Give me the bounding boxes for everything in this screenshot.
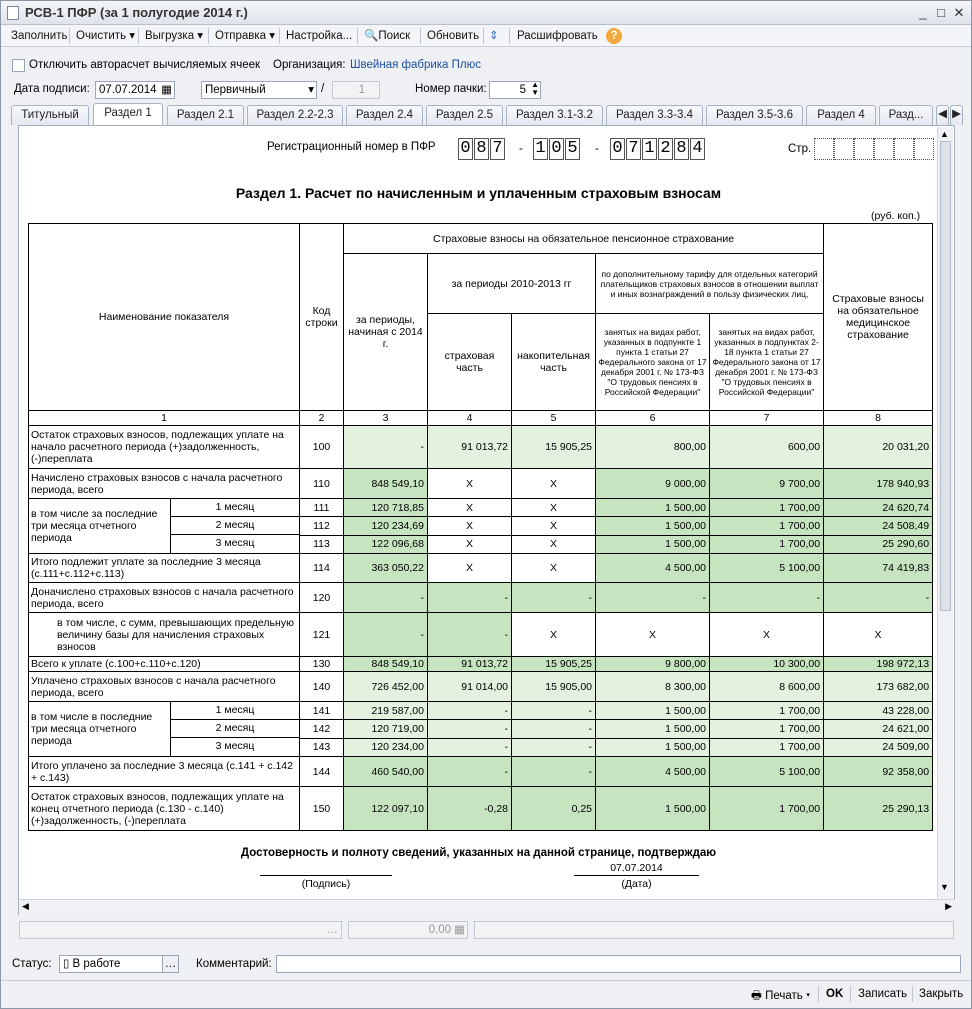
value-cell: 24 620,74 [824, 499, 933, 517]
row-code: 113 [300, 535, 344, 553]
value-cell[interactable]: 24 621,00 [824, 720, 933, 738]
org-label: Организация: [273, 59, 346, 71]
value-cell: 5 100,00 [710, 757, 824, 787]
header-code: Код строки [300, 224, 344, 411]
month-label: 3 месяц [215, 537, 255, 549]
page-cell[interactable] [894, 138, 914, 160]
value-cell: Х [596, 613, 710, 657]
tab-section-3-5-3-6[interactable]: Раздел 3.5-3.6 [706, 105, 803, 125]
row-label: Итого подлежит уплате за последние 3 месяца (с.111+с.112+с.113) [29, 554, 300, 583]
table-row [29, 787, 933, 831]
select-button[interactable]: … [162, 956, 178, 972]
value-cell: 120 234,69 [344, 517, 428, 535]
row-label-group [29, 702, 300, 757]
value-cell[interactable]: 15 905,00 [512, 672, 596, 702]
table-row [29, 469, 933, 499]
window-title: РСВ-1 ПФР (за 1 полугодие 2014 г.) [25, 5, 248, 20]
value-cell: Х [512, 517, 596, 535]
toolbar-separator [279, 28, 280, 44]
tab-scroll-left-icon[interactable]: ◀ [936, 105, 949, 125]
value-cell: 9 000,00 [596, 469, 710, 499]
col-number: 7 [710, 411, 824, 426]
month-label: 3 месяц [215, 740, 255, 752]
scroll-down-icon[interactable]: ▼ [940, 882, 949, 892]
tab-section-3-3-3-4[interactable]: Раздел 3.3-3.4 [606, 105, 703, 125]
footer-separator [850, 986, 851, 1002]
value-cell[interactable]: 173 682,00 [824, 672, 933, 702]
value-cell: 25 290,60 [824, 535, 933, 553]
row-code: 144 [300, 757, 344, 787]
pack-number-value: 5 [519, 84, 526, 96]
value-cell: 1 700,00 [710, 499, 824, 517]
expand-icon[interactable]: ⇕ [489, 30, 499, 42]
value-cell: Х [512, 554, 596, 583]
value-cell: 92 358,00 [824, 757, 933, 787]
correction-number-input [332, 81, 380, 99]
print-label: Печать [765, 990, 803, 1002]
status-value: В работе [72, 958, 121, 970]
reg-digit[interactable]: 7 [626, 138, 641, 160]
value-cell[interactable]: 91 014,00 [428, 672, 512, 702]
value-cell: 25 290,13 [824, 787, 933, 831]
value-cell: 9 700,00 [710, 469, 824, 499]
date-caption: (Дата) [621, 878, 652, 890]
signature-label: (Подпись) [301, 878, 351, 890]
table-row [29, 499, 933, 517]
value-cell: - [428, 613, 512, 657]
vertical-scrollbar[interactable] [937, 127, 953, 914]
section-title: Раздел 1. Расчет по начисленным и уплаченным страховым взносам [235, 185, 722, 201]
row-label: Остаток страховых взносов, подлежащих уплате на конец отчетного периода (с.130 - с.140) (+)задолженность, (-)переплата [29, 787, 300, 831]
value-cell[interactable]: 1 500,00 [596, 738, 710, 756]
page-cell[interactable] [874, 138, 894, 160]
reg-digit[interactable]: 2 [658, 138, 673, 160]
reg-digit[interactable]: 7 [490, 138, 505, 160]
table-row [29, 657, 933, 672]
month-label: 2 месяц [171, 720, 299, 738]
value-cell: 24 508,49 [824, 517, 933, 535]
value-cell[interactable]: 120 719,00 [344, 720, 428, 738]
value-cell[interactable]: - [344, 426, 428, 469]
row-code: 140 [300, 672, 344, 702]
value-cell: Х [428, 535, 512, 553]
value-cell: Х [512, 613, 596, 657]
reg-digit[interactable]: 8 [674, 138, 689, 160]
value-cell: 15 905,25 [512, 657, 596, 672]
decode-button[interactable]: Расшифровать [517, 30, 598, 42]
value-cell[interactable]: 91 013,72 [428, 426, 512, 469]
col-number: 5 [512, 411, 596, 426]
reg-digit[interactable]: 0 [610, 138, 625, 160]
footer-separator [912, 986, 913, 1002]
printer-icon: 🖶 [751, 990, 766, 1002]
signature-line [260, 875, 392, 876]
value-cell: 1 500,00 [596, 499, 710, 517]
export-label: Выгрузка [145, 30, 195, 42]
table-row [29, 554, 933, 583]
month-label: 1 месяц [171, 702, 299, 720]
footer-divider [1, 980, 971, 981]
table-row [29, 613, 933, 657]
sum-value: 0,00 [428, 924, 451, 936]
fill-button[interactable]: Заполнить [11, 30, 68, 42]
reg-digit[interactable]: 1 [533, 138, 548, 160]
tab-section-3-1-3-2[interactable]: Раздел 3.1-3.2 [506, 105, 603, 125]
scroll-up-icon[interactable]: ▲ [940, 129, 949, 139]
report-sheet [18, 125, 955, 915]
value-cell: 848 549,10 [344, 657, 428, 672]
col-number: 2 [300, 411, 344, 426]
reg-dash: - [595, 143, 599, 155]
value-cell: 4 500,00 [596, 757, 710, 787]
value-cell: 0,25 [512, 787, 596, 831]
header-name: Наименование показателя [29, 224, 300, 411]
month-label: 2 месяц [171, 517, 299, 535]
send-button[interactable]: Отправка ▾ [215, 30, 275, 42]
report-type-value: Первичный [205, 84, 266, 96]
clear-button[interactable]: Очистить ▾ [76, 30, 136, 42]
reg-digit[interactable]: 0 [549, 138, 564, 160]
tab-scroll-right-icon[interactable]: ▶ [950, 105, 963, 125]
table-row [29, 672, 933, 702]
maximize-icon[interactable]: □ [937, 5, 945, 20]
print-button[interactable]: 🖶 Печать ▾ [751, 990, 811, 1002]
sum-field [348, 921, 468, 939]
value-cell[interactable]: 24 509,00 [824, 738, 933, 756]
slash-label: / [321, 83, 325, 95]
comment-input[interactable] [276, 955, 961, 973]
value-cell[interactable]: 20 031,20 [824, 426, 933, 469]
reg-digit[interactable]: 4 [690, 138, 705, 160]
cell-address-field [19, 921, 342, 939]
row-code: 111 [300, 499, 344, 517]
value-cell: 91 013,72 [428, 657, 512, 672]
comment-label: Комментарий: [196, 958, 272, 970]
value-cell: 10 300,00 [710, 657, 824, 672]
row-label-group [29, 499, 300, 554]
toolbar-separator [420, 28, 421, 44]
value-cell: 363 050,22 [344, 554, 428, 583]
row-code: 142 [300, 720, 344, 738]
table-row [29, 426, 933, 469]
tab-section-4[interactable]: Раздел 4 [806, 105, 876, 125]
col-number: 6 [596, 411, 710, 426]
scroll-thumb[interactable] [940, 141, 951, 611]
value-cell[interactable]: 219 587,00 [344, 702, 428, 720]
header-additional-2: занятых на видах работ, указанных в подпунктах 2-18 пункта 1 статьи 27 Федерального закона от 17 декабря 2001 г. № 173-ФЗ "О трудовых пенсиях в Российской Федерации" [710, 314, 824, 411]
value-cell[interactable]: 120 234,00 [344, 738, 428, 756]
value-cell: 198 972,13 [824, 657, 933, 672]
row-code: 100 [300, 426, 344, 469]
confirm-date-value[interactable]: 07.07.2014 [610, 862, 663, 874]
reg-number-label: Регистрационный номер в ПФР [267, 141, 436, 153]
value-cell: Х [512, 469, 596, 499]
value-cell: - [512, 583, 596, 613]
value-cell: -0,28 [428, 787, 512, 831]
calculator-icon: ▦ [454, 924, 465, 936]
help-icon[interactable]: ? [606, 28, 622, 44]
document-icon [7, 6, 19, 20]
header-accumulative-part: накопительная часть [512, 314, 596, 411]
value-cell[interactable]: 8 600,00 [710, 672, 824, 702]
reg-digit[interactable]: 0 [458, 138, 473, 160]
value-cell[interactable]: - [428, 738, 512, 756]
search-label: Поиск [378, 30, 411, 42]
row-code: 143 [300, 738, 344, 756]
header-2010-2013: за периоды 2010-2013 гг [428, 254, 596, 314]
value-cell[interactable]: 1 700,00 [710, 738, 824, 756]
tab-section-1[interactable]: Раздел 1 [93, 103, 163, 126]
row-label: Всего к уплате (с.100+с.110+с.120) [29, 657, 300, 672]
scroll-left-icon[interactable]: ◀ [22, 901, 29, 911]
reg-digit[interactable]: 5 [565, 138, 580, 160]
value-cell: 1 700,00 [710, 787, 824, 831]
value-cell: Х [428, 469, 512, 499]
value-cell: - [512, 757, 596, 787]
row-code: 110 [300, 469, 344, 499]
scroll-right-icon[interactable]: ▶ [945, 901, 952, 911]
pack-number-label: Номер пачки: [415, 83, 487, 95]
chevron-down-icon: ▾ [308, 84, 314, 96]
footer-separator [818, 986, 819, 1002]
header-from-2014: за периоды, начиная с 2014 г. [344, 254, 428, 411]
value-cell: - [824, 583, 933, 613]
toolbar-separator [483, 28, 484, 44]
row-label: в том числе в последние три месяца отчетного периода [29, 702, 171, 756]
value-cell[interactable]: - [512, 702, 596, 720]
autocalc-label: Отключить авторасчет вычисляемых ячеек [29, 59, 261, 71]
page-cell[interactable] [834, 138, 854, 160]
col-number: 4 [428, 411, 512, 426]
close-button[interactable]: Закрыть [919, 988, 964, 1000]
horizontal-scrollbar[interactable] [19, 899, 955, 915]
reg-digit[interactable]: 8 [474, 138, 489, 160]
minimize-icon[interactable]: _ [919, 5, 927, 20]
value-cell: 1 500,00 [596, 535, 710, 553]
value-cell: 74 419,83 [824, 554, 933, 583]
header-insurance-part: страховая часть [428, 314, 512, 411]
value-cell: - [428, 757, 512, 787]
reg-dash: - [519, 143, 523, 155]
value-cell[interactable]: - [512, 738, 596, 756]
toolbar-separator [509, 28, 510, 44]
value-cell: Х [512, 535, 596, 553]
toolbar-separator [69, 28, 70, 44]
value-cell: - [596, 583, 710, 613]
value-cell: 1 700,00 [710, 517, 824, 535]
ok-button[interactable]: OK [826, 988, 844, 1000]
value-cell[interactable]: 1 500,00 [596, 702, 710, 720]
confirmation-text: Достоверность и полноту сведений, указанных на данной странице, подтверждаю [240, 847, 717, 859]
value-cell: 5 100,00 [710, 554, 824, 583]
value-cell: Х [428, 554, 512, 583]
search-button[interactable] [364, 28, 410, 45]
tab-section-2-5[interactable]: Раздел 2.5 [426, 105, 503, 125]
value-cell: 1 500,00 [596, 517, 710, 535]
date-value: 07.07.2014 [99, 84, 157, 96]
value-cell: 178 940,93 [824, 469, 933, 499]
toolbar [1, 25, 971, 47]
tab-title-page[interactable]: Титульный [11, 105, 89, 125]
ellipsis-icon: … [326, 924, 338, 936]
row-code: 114 [300, 554, 344, 583]
value-cell: - [344, 613, 428, 657]
row-code: 121 [300, 613, 344, 657]
value-cell: Х [824, 613, 933, 657]
search-icon: 🔍 [364, 30, 379, 42]
value-cell[interactable]: 1 700,00 [710, 720, 824, 738]
title-bar [1, 1, 971, 25]
row-label: в том числе за последние три месяца отчетного периода [29, 499, 171, 553]
clear-label: Очистить [76, 30, 127, 42]
section-tabs [11, 105, 963, 125]
value-cell[interactable]: 1 700,00 [710, 702, 824, 720]
row-code: 150 [300, 787, 344, 831]
unit-label: (руб. коп.) [871, 210, 921, 222]
row-code: 141 [300, 702, 344, 720]
value-cell: Х [710, 613, 824, 657]
row-label: в том числе, с сумм, превышающих предельную величину базы для начисления страховых взносов [29, 613, 300, 657]
settings-button[interactable]: Настройка... [286, 30, 353, 42]
value-cell[interactable]: 1 500,00 [596, 720, 710, 738]
value-cell: - [710, 583, 824, 613]
col-number: 1 [29, 411, 300, 426]
value-cell[interactable]: 8 300,00 [596, 672, 710, 702]
tab-section-2-4[interactable]: Раздел 2.4 [346, 105, 423, 125]
tab-section-more[interactable]: Разд... [879, 105, 933, 125]
status-label: Статус: [12, 958, 52, 970]
value-cell: 460 540,00 [344, 757, 428, 787]
date-line [574, 875, 699, 876]
value-cell[interactable]: 600,00 [710, 426, 824, 469]
table-row [29, 702, 933, 720]
value-cell[interactable]: 15 905,25 [512, 426, 596, 469]
spinner-icon[interactable]: ▲ ▼ [531, 80, 539, 97]
value-cell: 122 096,68 [344, 535, 428, 553]
value-cell: 848 549,10 [344, 469, 428, 499]
col-number: 8 [824, 411, 933, 426]
value-cell[interactable]: - [428, 720, 512, 738]
row-code: 112 [300, 517, 344, 535]
col-number: 3 [344, 411, 428, 426]
org-link[interactable]: Швейная фабрика Плюс [350, 59, 481, 71]
value-cell[interactable]: - [428, 702, 512, 720]
value-cell[interactable]: 43 228,00 [824, 702, 933, 720]
page-cell[interactable] [914, 138, 934, 160]
value-cell: 1 500,00 [596, 787, 710, 831]
report-type-select[interactable] [201, 81, 317, 99]
date-label: Дата подписи: [14, 83, 90, 95]
tab-section-2-2-2-3[interactable]: Раздел 2.2-2.3 [247, 105, 343, 125]
header-pension: Страховые взносы на обязательное пенсионное страхование [344, 224, 824, 254]
value-cell: - [344, 583, 428, 613]
header-additional-1: занятых на видах работ, указанных в подпункте 1 пункта 1 статьи 27 Федерального закона от 17 декабря 2001 г. № 173-ФЗ "О трудовых пенсиях в Российской Федерации" [596, 314, 710, 411]
value-cell: Х [512, 499, 596, 517]
header-additional-tariff: по дополнительному тарифу для отдельных категорий плательщиков страховых взносов в отношении выплат и иных вознаграждений в пользу физических лиц, [596, 254, 824, 314]
table-row [29, 757, 933, 787]
tab-section-2-1[interactable]: Раздел 2.1 [167, 105, 244, 125]
page-cell[interactable] [814, 138, 834, 160]
table-row [29, 583, 933, 613]
row-label: Начислено страховых взносов с начала расчетного периода, всего [29, 469, 300, 499]
correction-number-value: 1 [358, 84, 365, 96]
pack-number-input[interactable] [489, 81, 541, 99]
month-label: 1 месяц [171, 499, 299, 517]
send-label: Отправка [215, 30, 267, 42]
value-cell: 122 097,10 [344, 787, 428, 831]
reg-digit[interactable]: 1 [642, 138, 657, 160]
save-button[interactable]: Записать [858, 988, 908, 1000]
date-input[interactable] [95, 81, 175, 99]
page-cell[interactable] [854, 138, 874, 160]
formula-field [474, 921, 954, 939]
value-cell: 1 700,00 [710, 535, 824, 553]
value-cell: Х [428, 517, 512, 535]
row-code: 120 [300, 583, 344, 613]
page-label: Стр. [788, 143, 812, 155]
toolbar-separator [138, 28, 139, 44]
value-cell: 120 718,85 [344, 499, 428, 517]
status-doc-icon: ▯ [63, 958, 73, 970]
calendar-icon[interactable]: ▦ [161, 84, 172, 96]
row-code: 130 [300, 657, 344, 672]
value-cell[interactable]: 800,00 [596, 426, 710, 469]
value-cell[interactable]: 726 452,00 [344, 672, 428, 702]
toolbar-separator [357, 28, 358, 44]
autocalc-checkbox[interactable] [12, 59, 25, 72]
value-cell[interactable]: - [512, 720, 596, 738]
header-medical: Страховые взносы на обязательное медицинское страхование [824, 224, 933, 411]
status-field[interactable] [59, 955, 179, 973]
contributions-table [28, 223, 933, 831]
value-cell: 4 500,00 [596, 554, 710, 583]
row-label: Уплачено страховых взносов с начала расчетного периода, всего [29, 672, 300, 702]
value-cell: Х [428, 499, 512, 517]
row-label: Остаток страховых взносов, подлежащих уплате на начало расчетного периода (+)задолженность, (-)переплата [29, 426, 300, 469]
row-label: Итого уплачено за последние 3 месяца (с.141 + с.142 + с.143) [29, 757, 300, 787]
value-cell: 9 800,00 [596, 657, 710, 672]
export-button[interactable]: Выгрузка ▾ [145, 30, 204, 42]
row-label: Доначислено страховых взносов с начала расчетного периода, всего [29, 583, 300, 613]
value-cell: - [428, 583, 512, 613]
refresh-button[interactable]: Обновить [427, 30, 480, 42]
toolbar-separator [208, 28, 209, 44]
close-icon[interactable]: ✕ [953, 5, 965, 20]
